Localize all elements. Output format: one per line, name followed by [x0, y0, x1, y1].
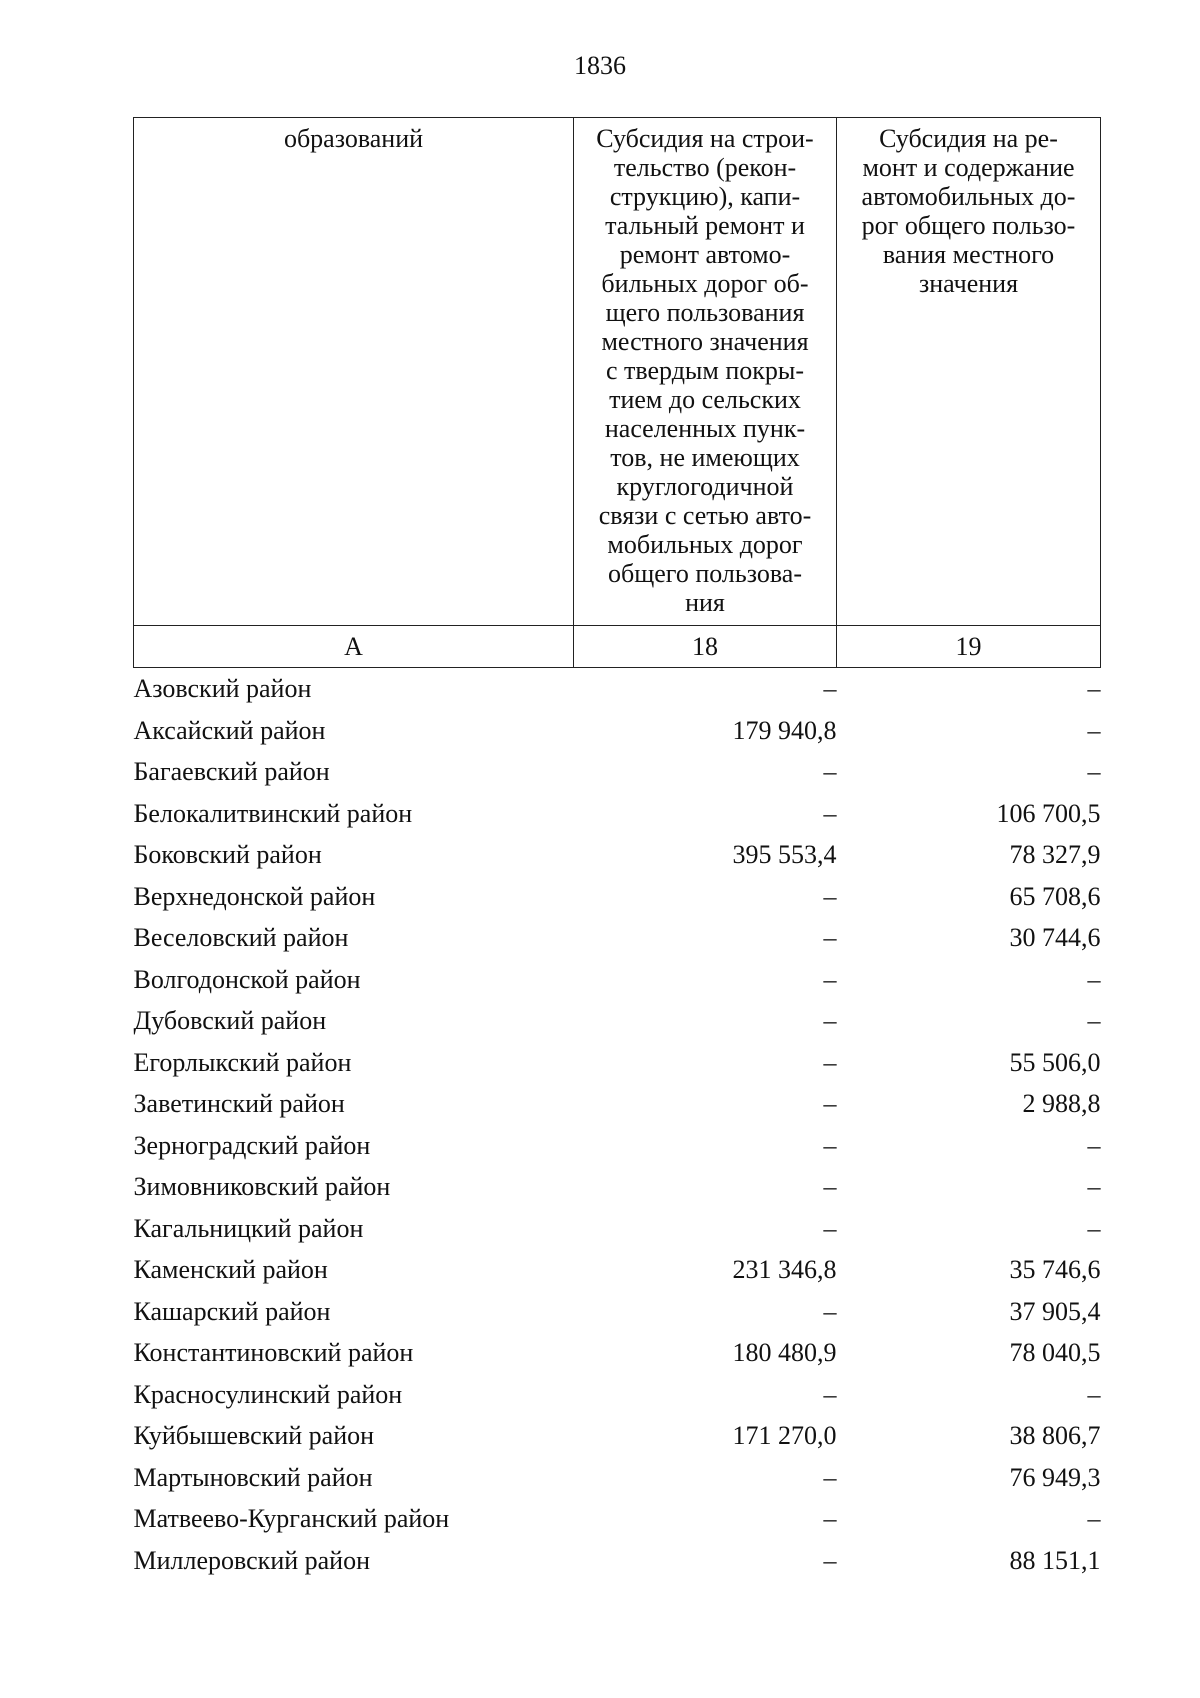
- page-number: 1836: [574, 51, 626, 80]
- value-col-19: –: [1087, 674, 1101, 703]
- table-row: [134, 1457, 1101, 1499]
- value-col-19: 76 949,3: [1009, 1462, 1101, 1492]
- district-name: Веселовский район: [133, 923, 349, 952]
- value-col-19: 65 708,6: [1009, 881, 1101, 911]
- value-col-19: –: [1087, 1213, 1101, 1243]
- header-maintenance-subsidy: [837, 118, 1101, 626]
- header-text-line: круглогодичной: [616, 472, 794, 501]
- value-col-18: –: [823, 964, 837, 994]
- value-col-19: 2 988,8: [1022, 1089, 1101, 1118]
- district-name: Матвеево-Курганский район: [133, 1504, 450, 1533]
- value-col-19: 78 327,9: [1009, 840, 1101, 869]
- header-text-line: населенных пунк-: [604, 414, 806, 443]
- header-text-line: связи с сетью авто-: [598, 501, 812, 530]
- value-col-19: 78 040,5: [1009, 1338, 1101, 1367]
- district-name: Егорлыкский район: [133, 1047, 352, 1077]
- value-col-18: 180 480,9: [732, 1338, 837, 1367]
- value-col-18: –: [823, 1130, 837, 1160]
- district-name: Красносулинский район: [133, 1379, 403, 1409]
- value-col-18: –: [823, 1504, 837, 1533]
- value-col-18: –: [823, 1296, 837, 1326]
- header-construction-subsidy: [574, 118, 837, 626]
- district-name: Волгодонской район: [133, 964, 361, 994]
- district-name: Аксайский район: [133, 715, 326, 745]
- value-col-18: –: [823, 1213, 837, 1243]
- value-col-18: –: [823, 1047, 837, 1077]
- header-text-line: монт и содержание: [862, 153, 1075, 182]
- table-row: [134, 1125, 1101, 1167]
- table-row: [134, 876, 1101, 918]
- header-text-line: бильных дорог об-: [601, 269, 809, 298]
- header-text-line: тием до сельских: [609, 385, 801, 414]
- table-row: [134, 793, 1101, 835]
- header-text-line: тов, не имеющих: [610, 443, 800, 472]
- value-col-19: –: [1087, 1504, 1101, 1533]
- value-col-19: –: [1087, 1130, 1101, 1160]
- district-name: Каменский район: [133, 1255, 328, 1284]
- table-row: [134, 1291, 1101, 1333]
- header-text-line: местного значения: [601, 327, 809, 356]
- table-row: [134, 710, 1101, 752]
- table-row: [134, 1208, 1101, 1250]
- value-col-18: –: [823, 1172, 837, 1201]
- value-col-18: 395 553,4: [732, 840, 837, 869]
- header-text-line: Субсидия на строи-: [596, 124, 814, 153]
- value-col-18: 179 940,8: [732, 715, 837, 745]
- value-col-18: –: [823, 923, 837, 952]
- value-col-18: –: [823, 757, 837, 786]
- value-col-18: –: [823, 881, 837, 911]
- value-col-18: –: [823, 1462, 837, 1492]
- header-text-line: ремонт автомо-: [619, 240, 791, 269]
- district-name: Кашарский район: [133, 1296, 331, 1326]
- table-row: [134, 834, 1101, 876]
- district-name: Кагальницкий район: [133, 1213, 364, 1243]
- header-text-line: тельство (рекон-: [613, 153, 797, 182]
- value-col-19: –: [1087, 964, 1101, 994]
- header-text-line: автомобильных до-: [861, 182, 1076, 211]
- district-name: Зерноградский район: [133, 1130, 371, 1160]
- value-col-19: 37 905,4: [1009, 1296, 1101, 1326]
- column-index-row: [134, 626, 1101, 668]
- value-col-19: 88 151,1: [1009, 1545, 1101, 1575]
- column-index-18: 18: [574, 626, 837, 668]
- table-row: [134, 1083, 1101, 1125]
- district-name: Миллеровский район: [133, 1545, 371, 1575]
- value-col-19: 30 744,6: [1009, 923, 1101, 952]
- value-col-18: –: [823, 1006, 837, 1035]
- table-row: [134, 668, 1101, 710]
- value-col-18: –: [823, 1089, 837, 1118]
- header-text-line: Субсидия на ре-: [879, 124, 1058, 153]
- district-name: Мартыновский район: [133, 1462, 373, 1492]
- header-text-line: образований: [283, 124, 424, 153]
- district-name: Дубовский район: [133, 1006, 327, 1035]
- district-name: Верхнедонской район: [133, 881, 376, 911]
- value-col-19: –: [1087, 1006, 1101, 1035]
- header-text-line: с твердым покры-: [605, 356, 805, 385]
- table-row: [134, 1249, 1101, 1291]
- header-text-line: значения: [918, 269, 1019, 298]
- header-text-line: мобильных дорог: [607, 530, 803, 559]
- table-header-row: [134, 118, 1101, 626]
- value-col-19: 35 746,6: [1009, 1255, 1101, 1284]
- header-text-line: щего пользования: [605, 298, 805, 327]
- table-row: [134, 917, 1101, 959]
- header-text-line: тальный ремонт и: [605, 211, 805, 240]
- table-row: [134, 751, 1101, 793]
- header-municipalities: [134, 118, 574, 626]
- header-text-line: струкцию), капи-: [609, 182, 801, 211]
- table-row: [134, 1166, 1101, 1208]
- table-row: [134, 1540, 1101, 1582]
- table-row: [134, 1332, 1101, 1374]
- value-col-18: –: [823, 1545, 837, 1575]
- column-index-19: 19: [837, 626, 1101, 668]
- value-col-18: 171 270,0: [732, 1421, 837, 1450]
- table-row: [134, 1000, 1101, 1042]
- table-row: [134, 1042, 1101, 1084]
- header-text-line: вания местного: [882, 240, 1055, 269]
- district-name: Куйбышевский район: [133, 1421, 375, 1450]
- value-col-18: 231 346,8: [732, 1255, 837, 1284]
- district-name: Боковский район: [133, 840, 322, 869]
- value-col-18: –: [823, 674, 837, 703]
- table-row: [134, 959, 1101, 1001]
- district-name: Константиновский район: [133, 1338, 414, 1367]
- column-index-a: А: [134, 626, 574, 668]
- value-col-19: –: [1087, 1379, 1101, 1409]
- district-name: Зимовниковский район: [133, 1172, 391, 1201]
- table-body: [134, 668, 1101, 1582]
- district-name: Багаевский район: [133, 757, 330, 786]
- header-text-line: общего пользова-: [608, 559, 802, 588]
- district-name: Заветинский район: [133, 1089, 345, 1118]
- header-text-line: рог общего пользо-: [861, 211, 1076, 240]
- table-row: [134, 1415, 1101, 1457]
- table-row: [134, 1374, 1101, 1416]
- district-name: Азовский район: [133, 674, 312, 703]
- district-name: Белокалитвинский район: [133, 798, 413, 828]
- table-row: [134, 1498, 1101, 1540]
- value-col-19: –: [1087, 1172, 1101, 1201]
- value-col-19: 106 700,5: [996, 798, 1101, 828]
- subsidy-table: [133, 117, 1101, 1581]
- value-col-19: –: [1087, 715, 1101, 745]
- value-col-19: 55 506,0: [1009, 1047, 1101, 1077]
- value-col-18: –: [823, 798, 837, 828]
- value-col-19: 38 806,7: [1009, 1421, 1101, 1450]
- header-text-line: ния: [685, 588, 725, 617]
- value-col-18: –: [823, 1379, 837, 1409]
- value-col-19: –: [1087, 757, 1101, 786]
